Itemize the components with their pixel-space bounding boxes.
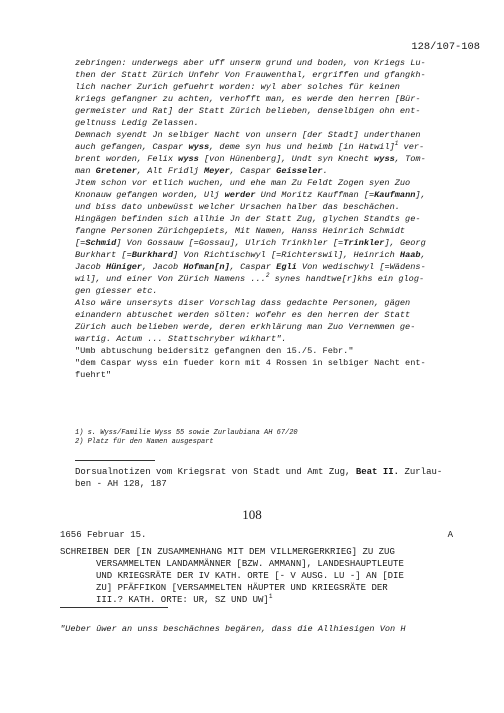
- surname: Hüniger: [105, 262, 143, 272]
- dorsal-line: [75, 466, 490, 478]
- body-line: Hingägen befinden sich allhie Jn der Statt Zug, glychen Standts ge-: [75, 214, 421, 224]
- text: ],: [415, 190, 426, 200]
- text: Und Moritz Kauffman [=: [255, 190, 375, 200]
- dorsal-line: ben - AH 128, 187: [75, 479, 167, 489]
- footnote-marker: 1: [268, 593, 273, 600]
- heading-line: UND KRIEGSRÄTE DER IV KATH. ORTE [- V AUSG. LU -] AN [DIE: [96, 571, 404, 581]
- text: ] Von Gossauw [=Gossau], Ulrich Trinkhler [=: [116, 238, 344, 248]
- body-line: Jtem schon vor etlich wuchen, und ehe man Zu Feldt Zogen syen Zuo: [75, 178, 411, 188]
- heading-line: ZU] PFÄFFIKON [VERSAMMELTEN HÄUPTER UND KRIEGSRÄTE DER: [96, 583, 388, 593]
- document-letter: A: [447, 530, 453, 540]
- dorsal-notes: [75, 466, 490, 490]
- text: , Tom-: [394, 154, 426, 164]
- surname: Gretener: [95, 166, 137, 176]
- surname: Haab: [399, 250, 421, 260]
- date-line: [60, 530, 453, 540]
- text: Zurlau-: [399, 467, 443, 477]
- body-line: fuehrt": [75, 370, 112, 380]
- text: Von wedischwyl [=Wädens-: [296, 262, 426, 272]
- body-line: Zürich auch belieben werde, deren erkhlärung man Zuo Vernemmen ge-: [75, 322, 416, 332]
- body-line: gen giesser etc.: [75, 286, 158, 296]
- heading-line: [60, 594, 404, 606]
- body-line: und biss dato unbewüsst welcher Ursachen halber das beschächen.: [75, 202, 400, 212]
- surname: Burkhard: [131, 250, 173, 260]
- body-line: lich nacher Zurich gefuehrt worden: wyl aber solches für keinen: [75, 82, 400, 92]
- surname: Hofman[n]: [183, 262, 230, 272]
- document-date: 1656 Februar 15.: [60, 530, 147, 540]
- body-line: kriegs gefangner zu achten, verhofft man, es werde den herren [Bür-: [75, 94, 421, 104]
- body-line: Demnach syendt Jn selbiger Nacht von unsern [der Stadt] underthanen: [75, 130, 421, 140]
- footnotes: [75, 429, 298, 447]
- body-line: einandern abtuschet werden sölten: wofehr es den herren der Statt: [75, 310, 411, 320]
- footnote-marker: 2: [265, 272, 270, 279]
- surname: wyss: [374, 154, 395, 164]
- text: .: [322, 166, 328, 176]
- letter-body: [75, 57, 475, 381]
- text: [=: [75, 238, 86, 248]
- body-line: "Umb abtuschung beidersitz gefangnen den 15./5. Febr.": [75, 346, 354, 356]
- text: man: [75, 166, 96, 176]
- body-line: fangne Personen Zürichgepiets, Mit Namen, Hanss Heinrich Schmidt: [75, 226, 406, 236]
- footnote: 1) s. Wyss/Familie Wyss 55 sowie Zurlaubiana AH 67/20: [75, 429, 298, 437]
- body-line: zebringen: underwegs aber uff unserm grund und boden, von Kriegs Lu-: [75, 58, 426, 68]
- separator-rule: [60, 607, 168, 608]
- body-line: [75, 237, 475, 249]
- surname: Meyer: [203, 166, 230, 176]
- surname: Kaufmann: [374, 190, 416, 200]
- footnote: 2) Platz für den Namen ausgespart: [75, 438, 214, 446]
- text: , Jacob: [142, 262, 184, 272]
- document-number: 108: [242, 507, 262, 522]
- heading-line: SCHREIBEN DER [IN ZUSAMMENHANG MIT DEM VILLMERGERKRIEG] ZU ZUG: [60, 547, 395, 557]
- body-line: [75, 141, 475, 153]
- surname: Schmid: [85, 238, 117, 248]
- footnote-marker: 1: [394, 140, 399, 147]
- body-line: "dem Caspar wyss ein fueder korn mit 4 Rossen in selbiger Nacht ent-: [75, 358, 426, 368]
- text: ], Georg: [384, 238, 426, 248]
- text: [von Hünenberg], Undt syn Knecht: [198, 154, 375, 164]
- text: Knonauw gefangen worden, Ulj: [75, 190, 225, 200]
- text: , deme syn hus und heimb [in Hatwil]: [209, 142, 395, 152]
- text: synes handtwe[r]khs ein glog-: [269, 274, 425, 284]
- name: Beat II.: [355, 467, 400, 477]
- document-heading: [60, 546, 404, 606]
- text: , Caspar: [229, 166, 277, 176]
- body-line: [75, 273, 475, 285]
- text: III.? KATH. ORTE: UR, SZ UND UW]: [96, 595, 269, 605]
- text: ] Von Richtischwyl [=Richterswil], Heinrich: [173, 250, 400, 260]
- body-line: [75, 261, 475, 273]
- body-line: wartig. Actum ... Stattschryber wikhart".: [75, 334, 287, 344]
- surname: wyss: [178, 154, 199, 164]
- text: wil], und einer Von Zürich Namens ...: [75, 274, 266, 284]
- body-line: then der Statt Zürich Unfehr Von Frauwenthal, ergriffen und gfangkh-: [75, 70, 426, 80]
- body-line: [75, 153, 475, 165]
- surname: wyss: [188, 142, 210, 152]
- heading-line: VERSAMMELTEN LANDAMMÄNNER [BZW. AMMANN], LANDESHAUPTLEUTE: [96, 559, 404, 569]
- body-line: geltnuss Ledig Zelassen.: [75, 118, 199, 128]
- separator-rule: [75, 460, 155, 461]
- text: brent worden, Felix: [75, 154, 179, 164]
- text: ver-: [398, 142, 425, 152]
- text: Burkhart [=: [75, 250, 132, 260]
- text: auch gefangen, Caspar: [75, 142, 189, 152]
- page-number: 128/107-108: [411, 41, 480, 53]
- body-line: Also wäre unsersyts diser Vorschlag dass gedachte Personen, gägen: [75, 298, 411, 308]
- body-line: [75, 165, 475, 177]
- text: Dorsualnotizen vom Kriegsrat von Stadt und Amt Zug,: [75, 467, 356, 477]
- surname: werder: [224, 190, 256, 200]
- surname: Egli: [276, 262, 297, 272]
- surname: Geisseler: [276, 166, 323, 176]
- surname: Trinkler: [343, 238, 385, 248]
- text: , Alt Fridlj: [136, 166, 204, 176]
- body-line: [75, 249, 475, 261]
- text: , Caspar: [229, 262, 277, 272]
- text: Jacob: [75, 262, 106, 272]
- letter-opening: "Ueber ûwer an unss beschächnes begären, dass die Allhiesigen Von H: [60, 624, 406, 634]
- body-line: germeister und Rat] der Statt Zürich belieben, denselbigen ohn ent-: [75, 106, 421, 116]
- body-line: [75, 189, 475, 201]
- text: ,: [420, 250, 426, 260]
